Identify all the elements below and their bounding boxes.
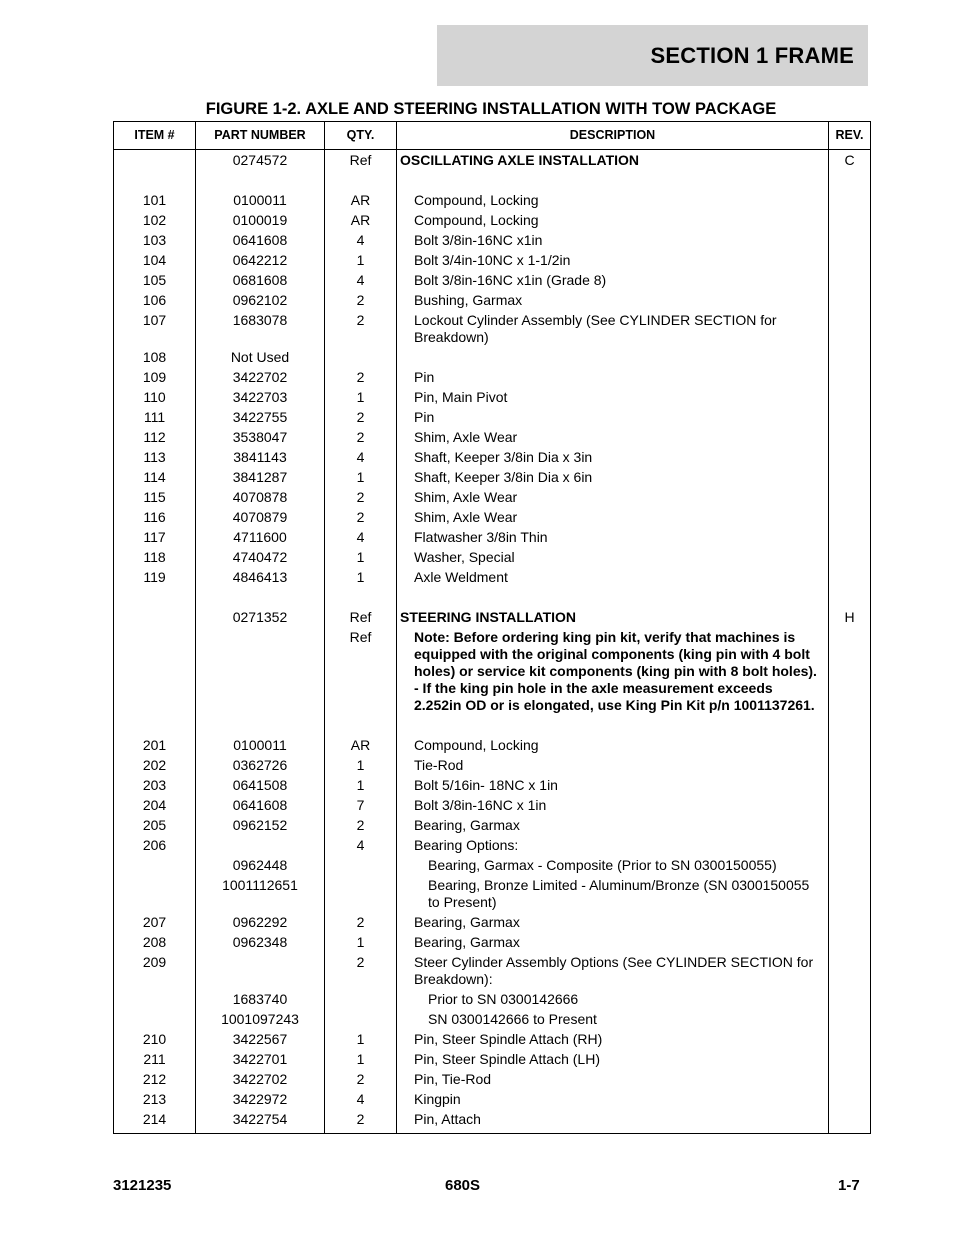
footer-page-number: 1-7 [838, 1177, 860, 1194]
table-row [114, 1111, 871, 1134]
table-header-row [114, 122, 871, 150]
part-number-cell: 4740472 [196, 549, 325, 569]
item-number-cell: 109 [114, 369, 196, 389]
item-number-cell [114, 172, 196, 192]
description-cell: Compound, Locking [397, 192, 829, 212]
col-header-part-number: PART NUMBER [196, 122, 325, 150]
part-number-cell: 4070879 [196, 509, 325, 529]
description-cell: Pin, Main Pivot [397, 389, 829, 409]
description-cell: Washer, Special [397, 549, 829, 569]
item-number-cell: 106 [114, 292, 196, 312]
item-number-cell: 118 [114, 549, 196, 569]
table-row [114, 569, 871, 589]
revision-cell [829, 817, 871, 837]
revision-cell [829, 409, 871, 429]
table-row [114, 777, 871, 797]
part-number-cell: 0641608 [196, 797, 325, 817]
part-number-cell [196, 717, 325, 737]
revision-cell [829, 232, 871, 252]
part-number-cell: 0100011 [196, 192, 325, 212]
description-cell: Pin, Steer Spindle Attach (RH) [397, 1031, 829, 1051]
table-row [114, 954, 871, 991]
description-cell: Bolt 3/4in-10NC x 1-1/2in [397, 252, 829, 272]
quantity-cell: 1 [325, 1051, 397, 1071]
revision-cell [829, 272, 871, 292]
quantity-cell: 4 [325, 1091, 397, 1111]
table-row [114, 817, 871, 837]
revision-cell [829, 877, 871, 914]
col-header-rev: REV. [829, 122, 871, 150]
item-number-cell: 206 [114, 837, 196, 857]
part-number-cell: 1001112651 [196, 877, 325, 914]
quantity-cell: 2 [325, 312, 397, 349]
item-number-cell: 105 [114, 272, 196, 292]
part-number-cell: 3422972 [196, 1091, 325, 1111]
quantity-cell: AR [325, 212, 397, 232]
table-row [114, 429, 871, 449]
quantity-cell: 2 [325, 1071, 397, 1091]
part-number-cell: 3422755 [196, 409, 325, 429]
revision-cell [829, 737, 871, 757]
item-number-cell: 205 [114, 817, 196, 837]
item-number-cell [114, 629, 196, 717]
quantity-cell: 2 [325, 292, 397, 312]
table-row [114, 469, 871, 489]
table-row [114, 349, 871, 369]
part-number-cell: 0962448 [196, 857, 325, 877]
table-row [114, 757, 871, 777]
revision-cell: H [829, 609, 871, 629]
table-row [114, 549, 871, 569]
section-header [437, 25, 868, 86]
description-cell: Kingpin [397, 1091, 829, 1111]
quantity-cell: AR [325, 192, 397, 212]
description-cell: OSCILLATING AXLE INSTALLATION [397, 150, 829, 173]
part-number-cell: 3841287 [196, 469, 325, 489]
quantity-cell: 2 [325, 489, 397, 509]
description-cell [397, 172, 829, 192]
revision-cell [829, 589, 871, 609]
description-cell: Shim, Axle Wear [397, 429, 829, 449]
description-cell: Lockout Cylinder Assembly (See CYLINDER SECTION for Breakdown) [397, 312, 829, 349]
part-number-cell: 0100011 [196, 737, 325, 757]
item-number-cell: 101 [114, 192, 196, 212]
quantity-cell [325, 349, 397, 369]
table-row [114, 232, 871, 252]
revision-cell [829, 192, 871, 212]
part-number-cell: 3422567 [196, 1031, 325, 1051]
quantity-cell: 1 [325, 757, 397, 777]
part-number-cell [196, 172, 325, 192]
description-cell: Bushing, Garmax [397, 292, 829, 312]
item-number-cell: 213 [114, 1091, 196, 1111]
item-number-cell: 117 [114, 529, 196, 549]
revision-cell [829, 469, 871, 489]
quantity-cell [325, 717, 397, 737]
part-number-cell: 3422702 [196, 369, 325, 389]
table-row [114, 369, 871, 389]
revision-cell [829, 529, 871, 549]
revision-cell [829, 1071, 871, 1091]
revision-cell [829, 1011, 871, 1031]
part-number-cell: Not Used [196, 349, 325, 369]
quantity-cell: 2 [325, 1111, 397, 1134]
item-number-cell: 103 [114, 232, 196, 252]
table-row [114, 1051, 871, 1071]
part-number-cell: 3422754 [196, 1111, 325, 1134]
item-number-cell: 209 [114, 954, 196, 991]
description-cell: Flatwasher 3/8in Thin [397, 529, 829, 549]
quantity-cell: 1 [325, 777, 397, 797]
table-row [114, 409, 871, 429]
table-row [114, 489, 871, 509]
revision-cell [829, 629, 871, 717]
revision-cell [829, 489, 871, 509]
revision-cell [829, 777, 871, 797]
revision-cell [829, 212, 871, 232]
table-row [114, 914, 871, 934]
item-number-cell: 202 [114, 757, 196, 777]
item-number-cell [114, 589, 196, 609]
quantity-cell: 4 [325, 529, 397, 549]
item-number-cell [114, 991, 196, 1011]
col-header-qty: QTY. [325, 122, 397, 150]
table-row [114, 609, 871, 629]
figure-title: FIGURE 1-2. AXLE AND STEERING INSTALLATION WITH TOW PACKAGE [205, 100, 777, 118]
description-cell [397, 589, 829, 609]
quantity-cell: 2 [325, 509, 397, 529]
revision-cell [829, 509, 871, 529]
part-number-cell: 3422703 [196, 389, 325, 409]
part-number-cell [196, 589, 325, 609]
item-number-cell [114, 857, 196, 877]
quantity-cell: 1 [325, 934, 397, 954]
quantity-cell: 1 [325, 469, 397, 489]
description-cell: Shaft, Keeper 3/8in Dia x 3in [397, 449, 829, 469]
item-number-cell [114, 150, 196, 173]
part-number-cell: 0641508 [196, 777, 325, 797]
description-cell: Bearing Options: [397, 837, 829, 857]
table-row [114, 717, 871, 737]
table-row [114, 389, 871, 409]
part-number-cell: 3422702 [196, 1071, 325, 1091]
parts-table-body [114, 150, 871, 1134]
part-number-cell: 0962292 [196, 914, 325, 934]
revision-cell [829, 549, 871, 569]
description-cell: Bolt 3/8in-16NC x1in [397, 232, 829, 252]
revision-cell [829, 1111, 871, 1134]
item-number-cell: 201 [114, 737, 196, 757]
part-number-cell: 0962102 [196, 292, 325, 312]
part-number-cell: 0962348 [196, 934, 325, 954]
table-row [114, 934, 871, 954]
table-row [114, 1071, 871, 1091]
part-number-cell: 0362726 [196, 757, 325, 777]
item-number-cell [114, 1011, 196, 1031]
item-number-cell: 108 [114, 349, 196, 369]
description-cell: Bolt 3/8in-16NC x1in (Grade 8) [397, 272, 829, 292]
item-number-cell [114, 877, 196, 914]
revision-cell [829, 449, 871, 469]
table-row [114, 172, 871, 192]
part-number-cell: 0642212 [196, 252, 325, 272]
revision-cell [829, 857, 871, 877]
description-cell: Pin, Attach [397, 1111, 829, 1134]
part-number-cell [196, 629, 325, 717]
table-row [114, 589, 871, 609]
quantity-cell [325, 589, 397, 609]
part-number-cell: 4070878 [196, 489, 325, 509]
revision-cell [829, 252, 871, 272]
item-number-cell: 111 [114, 409, 196, 429]
table-row [114, 1031, 871, 1051]
description-cell: Steer Cylinder Assembly Options (See CYLINDER SECTION for Breakdown): [397, 954, 829, 991]
item-number-cell: 203 [114, 777, 196, 797]
description-cell: Pin, Tie-Rod [397, 1071, 829, 1091]
description-cell: Note: Before ordering king pin kit, verify that machines is equipped with the original components (king pin with 4 bolt holes) or service kit components (king pin with 8 bolt holes). - If the king pin hole in the axle measurement exceeds 2.252in OD or is elongated, use King Pin Kit p/n 1001137261. [397, 629, 829, 717]
item-number-cell: 204 [114, 797, 196, 817]
part-number-cell: 0274572 [196, 150, 325, 173]
part-number-cell [196, 837, 325, 857]
quantity-cell: 1 [325, 252, 397, 272]
item-number-cell: 115 [114, 489, 196, 509]
revision-cell [829, 954, 871, 991]
quantity-cell [325, 991, 397, 1011]
description-cell: Tie-Rod [397, 757, 829, 777]
footer-doc-number: 3121235 [113, 1177, 172, 1194]
table-row [114, 877, 871, 914]
quantity-cell: 7 [325, 797, 397, 817]
revision-cell [829, 991, 871, 1011]
table-row [114, 797, 871, 817]
description-cell [397, 349, 829, 369]
revision-cell [829, 369, 871, 389]
description-cell: Bearing, Garmax [397, 914, 829, 934]
quantity-cell: AR [325, 737, 397, 757]
item-number-cell: 113 [114, 449, 196, 469]
revision-cell [829, 1051, 871, 1071]
table-row [114, 1091, 871, 1111]
table-row [114, 292, 871, 312]
quantity-cell [325, 877, 397, 914]
part-number-cell: 1001097243 [196, 1011, 325, 1031]
description-cell: Shaft, Keeper 3/8in Dia x 6in [397, 469, 829, 489]
col-header-description: DESCRIPTION [397, 122, 829, 150]
item-number-cell: 211 [114, 1051, 196, 1071]
part-number-cell: 3422701 [196, 1051, 325, 1071]
part-number-cell: 0271352 [196, 609, 325, 629]
table-row [114, 629, 871, 717]
description-cell: SN 0300142666 to Present [397, 1011, 829, 1031]
footer-model: 680S [445, 1177, 481, 1194]
description-cell: Bolt 3/8in-16NC x 1in [397, 797, 829, 817]
description-cell: Bearing, Garmax [397, 934, 829, 954]
item-number-cell: 104 [114, 252, 196, 272]
table-row [114, 837, 871, 857]
part-number-cell: 3841143 [196, 449, 325, 469]
revision-cell [829, 914, 871, 934]
quantity-cell [325, 172, 397, 192]
section-title: SECTION 1 FRAME [650, 42, 854, 68]
description-cell: Bearing, Garmax [397, 817, 829, 837]
revision-cell [829, 1091, 871, 1111]
revision-cell [829, 312, 871, 349]
table-row [114, 312, 871, 349]
part-number-cell: 4711600 [196, 529, 325, 549]
table-row [114, 272, 871, 292]
table-row [114, 449, 871, 469]
quantity-cell: 1 [325, 569, 397, 589]
item-number-cell: 114 [114, 469, 196, 489]
description-cell: Compound, Locking [397, 212, 829, 232]
description-cell: Pin [397, 409, 829, 429]
quantity-cell: 4 [325, 272, 397, 292]
quantity-cell: 2 [325, 817, 397, 837]
quantity-cell [325, 857, 397, 877]
item-number-cell: 210 [114, 1031, 196, 1051]
description-cell: Compound, Locking [397, 737, 829, 757]
item-number-cell [114, 717, 196, 737]
quantity-cell: 2 [325, 914, 397, 934]
quantity-cell: 4 [325, 837, 397, 857]
revision-cell [829, 1031, 871, 1051]
revision-cell [829, 389, 871, 409]
table-row [114, 991, 871, 1011]
revision-cell [829, 569, 871, 589]
description-cell: Bearing, Garmax - Composite (Prior to SN 0300150055) [397, 857, 829, 877]
quantity-cell: 2 [325, 954, 397, 991]
item-number-cell: 214 [114, 1111, 196, 1134]
revision-cell [829, 797, 871, 817]
part-number-cell: 0962152 [196, 817, 325, 837]
description-cell: Prior to SN 0300142666 [397, 991, 829, 1011]
description-cell: Bolt 5/16in- 18NC x 1in [397, 777, 829, 797]
item-number-cell: 116 [114, 509, 196, 529]
quantity-cell: Ref [325, 150, 397, 173]
table-row [114, 737, 871, 757]
revision-cell [829, 757, 871, 777]
quantity-cell: 2 [325, 429, 397, 449]
table-row [114, 857, 871, 877]
revision-cell [829, 717, 871, 737]
quantity-cell: Ref [325, 609, 397, 629]
parts-table [113, 121, 871, 1134]
part-number-cell [196, 954, 325, 991]
description-cell [397, 717, 829, 737]
item-number-cell: 207 [114, 914, 196, 934]
part-number-cell: 0100019 [196, 212, 325, 232]
revision-cell [829, 429, 871, 449]
part-number-cell: 4846413 [196, 569, 325, 589]
item-number-cell: 208 [114, 934, 196, 954]
item-number-cell [114, 609, 196, 629]
quantity-cell: Ref [325, 629, 397, 717]
description-cell: Shim, Axle Wear [397, 489, 829, 509]
table-row [114, 212, 871, 232]
revision-cell: C [829, 150, 871, 173]
description-cell: Bearing, Bronze Limited - Aluminum/Bronze (SN 0300150055 to Present) [397, 877, 829, 914]
quantity-cell: 2 [325, 369, 397, 389]
revision-cell [829, 934, 871, 954]
quantity-cell [325, 1011, 397, 1031]
revision-cell [829, 349, 871, 369]
part-number-cell: 0641608 [196, 232, 325, 252]
col-header-item: ITEM # [114, 122, 196, 150]
description-cell: Axle Weldment [397, 569, 829, 589]
revision-cell [829, 837, 871, 857]
description-cell: Pin [397, 369, 829, 389]
table-row [114, 529, 871, 549]
item-number-cell: 110 [114, 389, 196, 409]
quantity-cell: 4 [325, 449, 397, 469]
item-number-cell: 212 [114, 1071, 196, 1091]
table-row [114, 150, 871, 173]
quantity-cell: 1 [325, 549, 397, 569]
description-cell: Pin, Steer Spindle Attach (LH) [397, 1051, 829, 1071]
quantity-cell: 1 [325, 1031, 397, 1051]
part-number-cell: 0681608 [196, 272, 325, 292]
item-number-cell: 107 [114, 312, 196, 349]
quantity-cell: 4 [325, 232, 397, 252]
part-number-cell: 3538047 [196, 429, 325, 449]
description-cell: Shim, Axle Wear [397, 509, 829, 529]
description-cell: STEERING INSTALLATION [397, 609, 829, 629]
part-number-cell: 1683078 [196, 312, 325, 349]
part-number-cell: 1683740 [196, 991, 325, 1011]
quantity-cell: 2 [325, 409, 397, 429]
item-number-cell: 112 [114, 429, 196, 449]
revision-cell [829, 172, 871, 192]
table-row [114, 509, 871, 529]
table-row [114, 1011, 871, 1031]
item-number-cell: 102 [114, 212, 196, 232]
table-row [114, 192, 871, 212]
revision-cell [829, 292, 871, 312]
item-number-cell: 119 [114, 569, 196, 589]
quantity-cell: 1 [325, 389, 397, 409]
table-row [114, 252, 871, 272]
